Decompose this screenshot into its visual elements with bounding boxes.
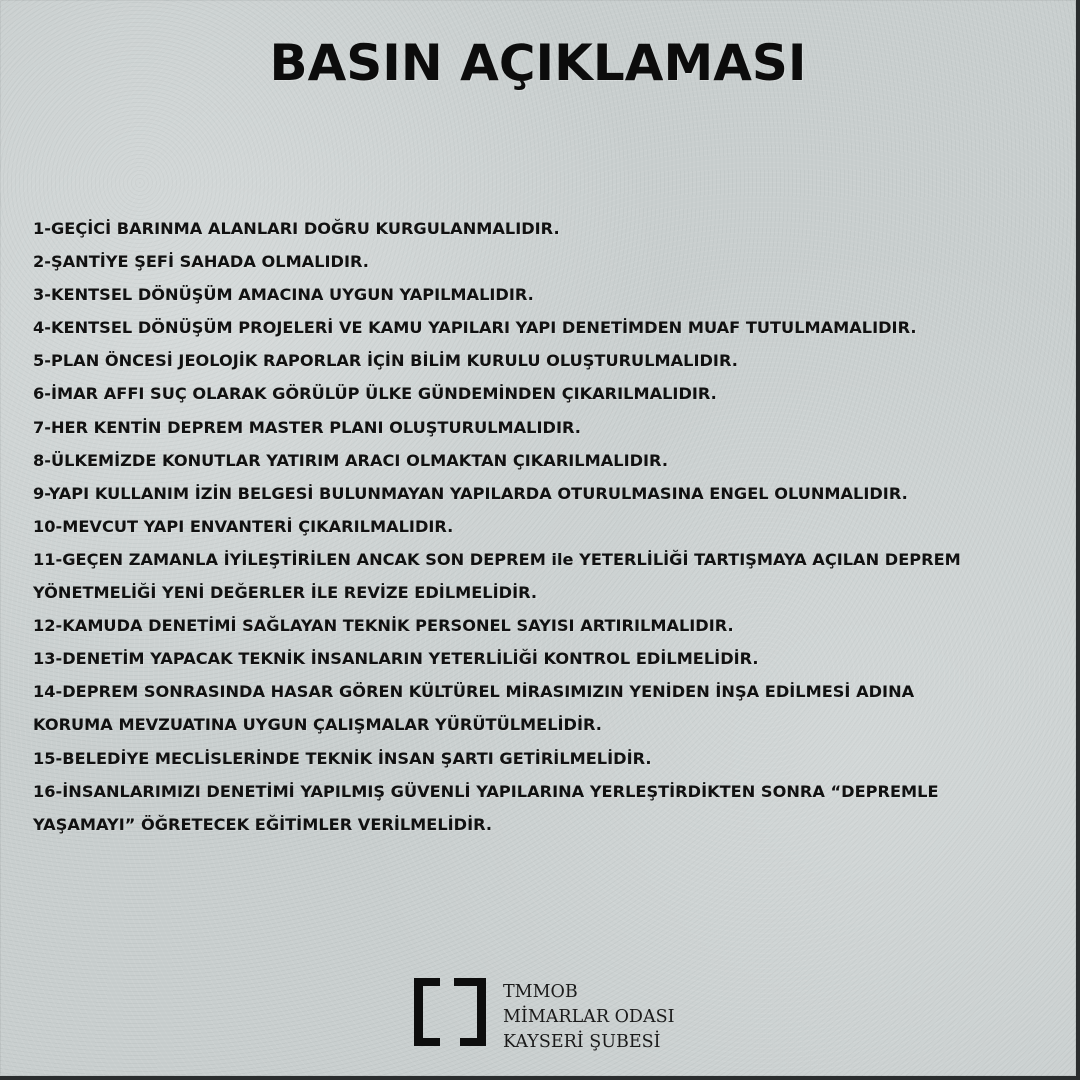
org-line-tmmob: TMMOB: [503, 982, 578, 1002]
list-item-text: 2-ŞANTİYE ŞEFİ SAHADA OLMALIDIR.: [33, 252, 369, 272]
list-item-text: 1-GEÇİCİ BARINMA ALANLARI DOĞRU KURGULANMALIDIR.: [33, 219, 560, 238]
list-item: [33, 642, 1043, 675]
list-item: [33, 278, 1043, 311]
list-item-text: 6-İMAR AFFI SUÇ OLARAK GÖRÜLÜP ÜLKE GÜNDEMİNDEN ÇIKARILMALIDIR.: [33, 384, 717, 404]
organization-name: [503, 980, 674, 1055]
list-item: [33, 477, 1043, 510]
list-item-text: 13-DENETİM YAPACAK TEKNİK İNSANLARIN YETERLİLİĞİ KONTROL EDİLMELİDİR.: [33, 649, 759, 669]
list-item-text: 7-HER KENTİN DEPREM MASTER PLANI OLUŞTURULMALIDIR.: [33, 417, 581, 437]
list-item: [33, 675, 1043, 741]
list-item: [33, 411, 1043, 444]
list-item-text: KORUMA MEVZUATINA UYGUN ÇALIŞMALAR YÜRÜTÜLMELİDİR.: [33, 715, 602, 735]
list-item-text: 9-YAPI KULLANIM İZİN BELGESİ BULUNMAYAN YAPILARDA OTURULMASINA ENGEL OLUNMALIDIR.: [33, 483, 908, 503]
list-item-text: 4-KENTSEL DÖNÜŞÜM PROJELERİ VE KAMU YAPILARI YAPI DENETİMDEN MUAF TUTULMAMALIDIR.: [33, 318, 917, 338]
list-item-text: 8-ÜLKEMİZDE KONUTLAR YATIRIM ARACI OLMAKTAN ÇIKARILMALIDIR.: [33, 450, 668, 470]
page-title: BASIN AÇIKLAMASI: [269, 34, 807, 92]
list-item-text: 10-MEVCUT YAPI ENVANTERİ ÇIKARILMALIDIR.: [33, 516, 454, 536]
list-item-text: 14-DEPREM SONRASINDA HASAR GÖREN KÜLTÜREL MİRASIMIZIN YENİDEN İNŞA EDİLMESİ ADINA: [33, 682, 915, 702]
list-item-text: YÖNETMELİĞİ YENİ DEĞERLER İLE REVİZE EDİLMELİDİR.: [33, 583, 538, 603]
list-item: [33, 444, 1043, 477]
list-item: [33, 344, 1043, 377]
list-item-text: 5-PLAN ÖNCESİ JEOLOJİK RAPORLAR İÇİN BİLİM KURULU OLUŞTURULMALIDIR.: [33, 351, 738, 371]
list-item-text: 12-KAMUDA DENETİMİ SAĞLAYAN TEKNİK PERSONEL SAYISI ARTIRILMALIDIR.: [33, 616, 734, 636]
list-item-text: YAŞAMAYI” ÖĞRETECEK EĞİTİMLER VERİLMELİDİR.: [33, 814, 493, 834]
list-item: [33, 245, 1043, 278]
list-item: [33, 775, 1043, 841]
list-item-text: 16-İNSANLARIMIZI DENETİMİ YAPILMIŞ GÜVENLİ YAPILARINA YERLEŞTİRDİKTEN SONRA “DEPREMLE: [33, 781, 939, 801]
bracket-logo-icon: [410, 974, 490, 1050]
statement-list: [33, 212, 1043, 841]
list-item-text: 11-GEÇEN ZAMANLA İYİLEŞTİRİLEN ANCAK SON DEPREM ile YETERLİLİĞİ TARTIŞMAYA AÇILAN DEPREM: [33, 549, 961, 569]
list-item: [33, 543, 1043, 609]
org-line-chamber: MİMARLAR ODASI: [503, 1007, 675, 1027]
list-item: [33, 742, 1043, 775]
org-line-branch: KAYSERİ ŞUBESİ: [503, 1032, 661, 1052]
list-item: [33, 212, 1043, 245]
list-item: [33, 609, 1043, 642]
list-item-text: 3-KENTSEL DÖNÜŞÜM AMACINA UYGUN YAPILMALIDIR.: [33, 285, 534, 305]
list-item: [33, 311, 1043, 344]
list-item-text: 15-BELEDİYE MECLİSLERİNDE TEKNİK İNSAN ŞARTI GETİRİLMELİDİR.: [33, 748, 652, 768]
list-item: [33, 510, 1043, 543]
list-item: [33, 377, 1043, 410]
